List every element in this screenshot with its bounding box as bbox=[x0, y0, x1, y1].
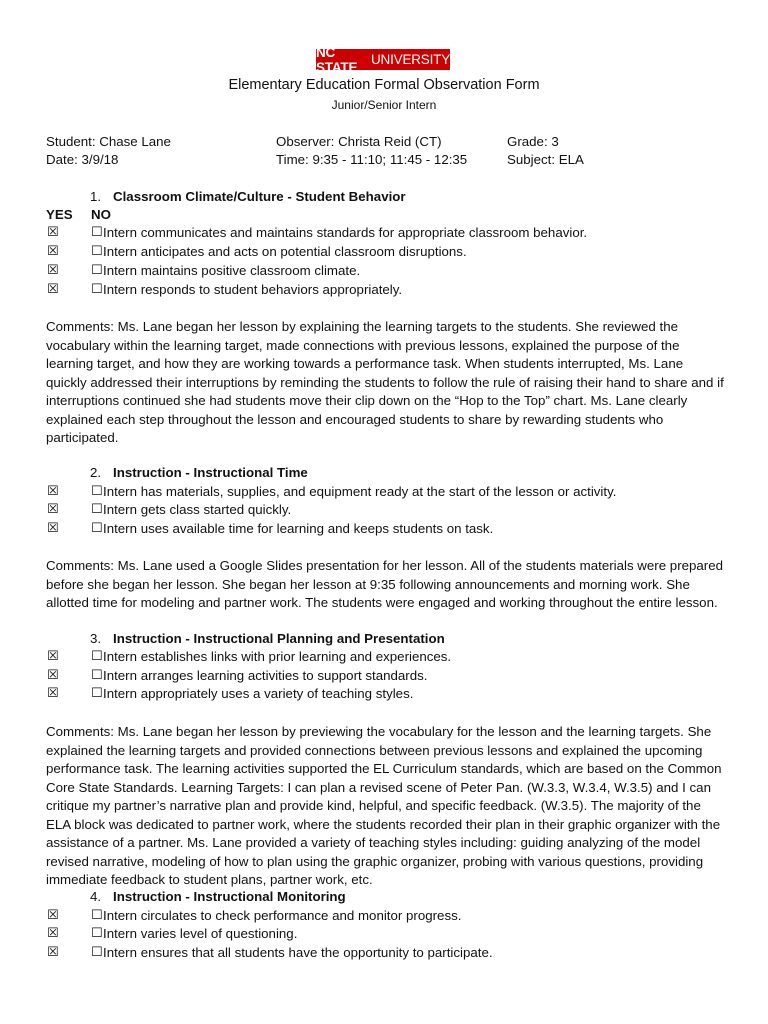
yes-checkbox[interactable]: ☒ bbox=[47, 945, 59, 960]
yes-checkbox[interactable]: ☒ bbox=[47, 668, 59, 683]
criteria-text: Intern establishes links with prior learning and experiences. bbox=[103, 649, 452, 664]
criteria-text: Intern ensures that all students have the opportunity to participate. bbox=[103, 945, 493, 960]
yes-checkbox[interactable]: ☒ bbox=[47, 484, 59, 499]
section-title: Instruction - Instructional Planning and Presentation bbox=[113, 631, 445, 646]
section-title: Instruction - Instructional Time bbox=[113, 465, 308, 480]
yes-column-header: YES bbox=[46, 207, 73, 222]
no-checkbox[interactable]: ☐ bbox=[91, 686, 103, 701]
criteria-text: Intern maintains positive classroom climate. bbox=[103, 263, 361, 278]
criteria-text: Intern varies level of questioning. bbox=[103, 926, 298, 941]
criteria-text: Intern arranges learning activities to support standards. bbox=[103, 668, 428, 683]
time-field: Time: 9:35 - 11:10; 11:45 - 12:35 bbox=[276, 152, 468, 167]
no-checkbox[interactable]: ☐ bbox=[91, 282, 103, 297]
yes-checkbox[interactable]: ☒ bbox=[47, 263, 59, 278]
yes-checkbox[interactable]: ☒ bbox=[47, 926, 59, 941]
no-column-header: NO bbox=[91, 207, 111, 222]
criteria-text: Intern gets class started quickly. bbox=[103, 502, 292, 517]
section-heading bbox=[90, 631, 445, 646]
section-number: 4. bbox=[90, 889, 102, 904]
student-field: Student: Chase Lane bbox=[46, 134, 171, 149]
section-number: 2. bbox=[90, 465, 102, 480]
yes-checkbox[interactable]: ☒ bbox=[47, 282, 59, 297]
criteria-text: Intern has materials, supplies, and equipment ready at the start of the lesson or activity. bbox=[103, 484, 617, 499]
criteria-text: Intern communicates and maintains standards for appropriate classroom behavior. bbox=[103, 225, 588, 240]
criteria-text: Intern anticipates and acts on potential classroom disruptions. bbox=[103, 244, 467, 259]
comments-paragraph: Comments: Ms. Lane used a Google Slides presentation for her lesson. All of the students materials were prepared before she began her lesson. She began her lesson at 9:35 following announcements and morning work. She allotted time for modeling and partner work. The students were engaged and working throughout the entire lesson. bbox=[46, 558, 724, 610]
no-checkbox[interactable]: ☐ bbox=[91, 521, 103, 536]
grade-field: Grade: 3 bbox=[507, 134, 559, 149]
yes-checkbox[interactable]: ☒ bbox=[47, 225, 59, 240]
section-number: 1. bbox=[90, 189, 102, 204]
section-heading bbox=[90, 889, 346, 904]
comments-paragraph: Comments: Ms. Lane began her lesson by previewing the vocabulary for the lesson and the learning targets. She explained the learning targets and provided connections between previous lessons and explained the upcoming performance task. The learning activities supported the EL Curriculum standards, which are based on the Common Core State Standards. Learning Targets: I can plan a revised scene of Peter Pan. (W.3.3, W.3.4, W.3.5) and I can critique my partner’s narrative plan and provide kind, helpful, and specific feedback. (W.3.5). The majority of the ELA block was dedicated to partner work, where the students recorded their plan in their graphic organizer with the assistance of a partner. Ms. Lane provided a variety of teaching styles including: guiding analyzing of the model revised narrative, modeling of how to plan using the graphic organizer, probing with various questions, providing immediate feedback to student plans, partner work, etc. bbox=[46, 724, 722, 887]
section-number: 3. bbox=[90, 631, 102, 646]
criteria-text: Intern uses available time for learning and keeps students on task. bbox=[103, 521, 494, 536]
yes-checkbox[interactable]: ☒ bbox=[47, 649, 59, 664]
yes-checkbox[interactable]: ☒ bbox=[47, 521, 59, 536]
yes-checkbox[interactable]: ☒ bbox=[47, 244, 59, 259]
no-checkbox[interactable]: ☐ bbox=[91, 668, 103, 683]
no-checkbox[interactable]: ☐ bbox=[91, 502, 103, 517]
yes-checkbox[interactable]: ☒ bbox=[47, 686, 59, 701]
form-subtitle: Junior/Senior Intern bbox=[331, 98, 437, 112]
no-checkbox[interactable]: ☐ bbox=[91, 945, 103, 960]
date-field: Date: 3/9/18 bbox=[46, 152, 119, 167]
comments-paragraph: Comments: Ms. Lane began her lesson by explaining the learning targets to the students. She reviewed the vocabulary within the learning target, made connections with previous lessons, explained the purpose of the learning target, and how they are working towards a performance task. When students interrupted, Ms. Lane quickly addressed their interruptions by reminding the students to follow the rule of raising their hand to share and if interruptions continued she had students move their clip down on the “Hop to the Top” chart. Ms. Lane clearly explained each step throughout the lesson and encouraged students to share by rewarding students who participated. bbox=[46, 319, 724, 445]
no-checkbox[interactable]: ☐ bbox=[91, 263, 103, 278]
section-heading bbox=[90, 189, 406, 204]
criteria-text: Intern circulates to check performance and monitor progress. bbox=[103, 908, 462, 923]
no-checkbox[interactable]: ☐ bbox=[91, 649, 103, 664]
section-heading bbox=[90, 465, 308, 480]
form-title: Elementary Education Formal Observation Form bbox=[228, 77, 540, 93]
no-checkbox[interactable]: ☐ bbox=[91, 225, 103, 240]
no-checkbox[interactable]: ☐ bbox=[91, 926, 103, 941]
criteria-text: Intern responds to student behaviors appropriately. bbox=[103, 282, 403, 297]
logo-thin-text: UNIVERSITY bbox=[370, 52, 450, 67]
section-title: Classroom Climate/Culture - Student Behavior bbox=[113, 189, 406, 204]
yes-checkbox[interactable]: ☒ bbox=[47, 502, 59, 517]
subject-field: Subject: ELA bbox=[507, 152, 584, 167]
criteria-text: Intern appropriately uses a variety of teaching styles. bbox=[103, 686, 414, 701]
no-checkbox[interactable]: ☐ bbox=[91, 908, 103, 923]
logo-bold-text: NC STATE bbox=[316, 44, 358, 75]
no-checkbox[interactable]: ☐ bbox=[91, 484, 103, 499]
nc-state-logo bbox=[316, 44, 450, 75]
section-title: Instruction - Instructional Monitoring bbox=[113, 889, 346, 904]
observer-field: Observer: Christa Reid (CT) bbox=[276, 134, 442, 149]
yes-checkbox[interactable]: ☒ bbox=[47, 908, 59, 923]
no-checkbox[interactable]: ☐ bbox=[91, 244, 103, 259]
